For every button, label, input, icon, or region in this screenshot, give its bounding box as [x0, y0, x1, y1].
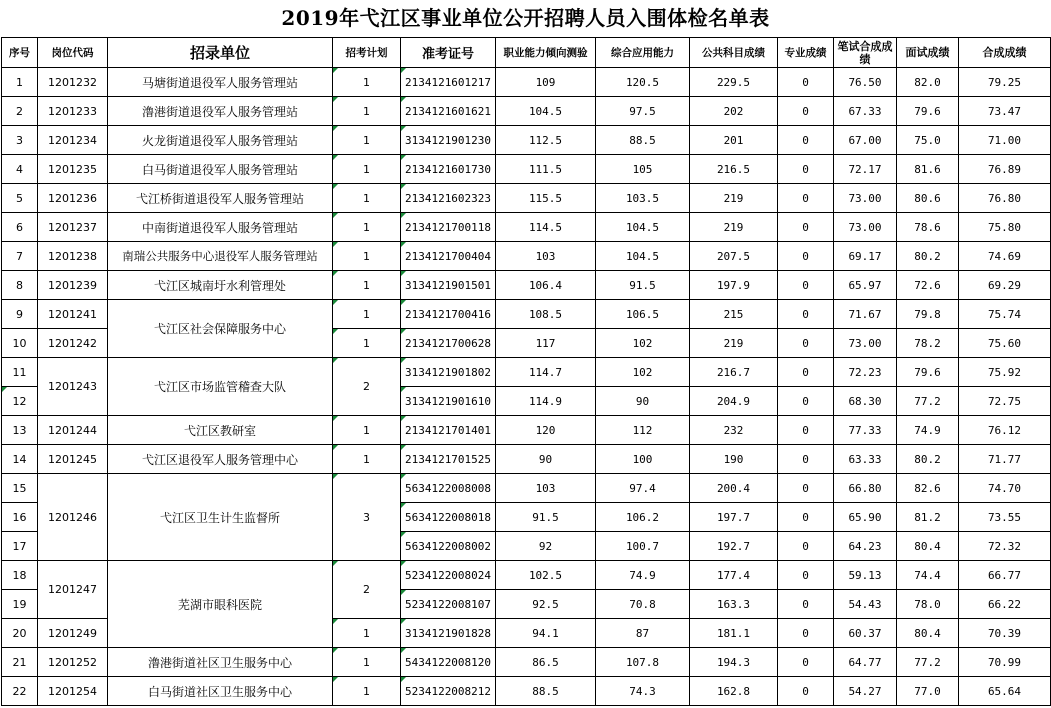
cell-written: 64.23 [834, 532, 897, 561]
cell-interview: 78.0 [897, 590, 959, 619]
cell-major: 0 [778, 590, 834, 619]
cell-apt: 106.4 [496, 271, 596, 300]
cell-comp: 107.8 [596, 648, 690, 677]
cell-written: 69.17 [834, 242, 897, 271]
cell-interview: 79.6 [897, 97, 959, 126]
header-pos-code: 岗位代码 [38, 38, 108, 68]
cell-interview: 80.2 [897, 242, 959, 271]
cell-pub: 177.4 [690, 561, 778, 590]
cell-pub: 215 [690, 300, 778, 329]
cell-interview: 78.2 [897, 329, 959, 358]
table-row [2, 677, 1051, 706]
table-row [2, 300, 1051, 329]
cell-unit: 弋江区教研室 [108, 416, 333, 445]
cell-interview: 80.4 [897, 619, 959, 648]
cell-unit: 马塘街道退役军人服务管理站 [108, 68, 333, 97]
cell-final: 75.74 [959, 300, 1051, 329]
cell-major: 0 [778, 474, 834, 503]
table-row [2, 445, 1051, 474]
cell-apt: 90 [496, 445, 596, 474]
cell-plan: 1 [333, 445, 401, 474]
cell-seq: 9 [2, 300, 38, 329]
cell-final: 69.29 [959, 271, 1051, 300]
cell-code: 1201242 [38, 329, 108, 358]
cell-final: 73.55 [959, 503, 1051, 532]
cell-unit: 弋江区退役军人服务管理中心 [108, 445, 333, 474]
table-row [2, 184, 1051, 213]
cell-written: 67.33 [834, 97, 897, 126]
cell-code: 1201234 [38, 126, 108, 155]
cell-plan: 1 [333, 213, 401, 242]
cell-pub: 216.5 [690, 155, 778, 184]
cell-final: 76.12 [959, 416, 1051, 445]
cell-final: 66.77 [959, 561, 1051, 590]
cell-written: 54.43 [834, 590, 897, 619]
cell-final: 72.32 [959, 532, 1051, 561]
cell-exam: 2134121601730 [401, 155, 496, 184]
cell-plan: 2 [333, 358, 401, 416]
cell-seq: 13 [2, 416, 38, 445]
cell-seq: 4 [2, 155, 38, 184]
cell-written: 59.13 [834, 561, 897, 590]
cell-final: 79.25 [959, 68, 1051, 97]
cell-unit: 弋江区市场监管稽查大队 [108, 358, 333, 416]
cell-pub: 232 [690, 416, 778, 445]
cell-comp: 103.5 [596, 184, 690, 213]
cell-code: 1201232 [38, 68, 108, 97]
table-row [2, 648, 1051, 677]
cell-comp: 74.9 [596, 561, 690, 590]
cell-major: 0 [778, 503, 834, 532]
cell-pub: 200.4 [690, 474, 778, 503]
cell-exam: 5634122008002 [401, 532, 496, 561]
cell-written: 72.23 [834, 358, 897, 387]
cell-pub: 197.9 [690, 271, 778, 300]
cell-plan: 1 [333, 242, 401, 271]
cell-written: 66.80 [834, 474, 897, 503]
header-public-total: 公共科目成绩 [690, 38, 778, 68]
cell-code: 1201247 [38, 561, 108, 619]
header-unit: 招录单位 [108, 38, 333, 68]
cell-major: 0 [778, 155, 834, 184]
cell-seq: 8 [2, 271, 38, 300]
cell-comp: 106.5 [596, 300, 690, 329]
cell-exam: 5234122008107 [401, 590, 496, 619]
cell-pub: 219 [690, 329, 778, 358]
cell-final: 75.60 [959, 329, 1051, 358]
cell-seq: 11 [2, 358, 38, 387]
cell-pub: 194.3 [690, 648, 778, 677]
cell-comp: 97.4 [596, 474, 690, 503]
header-row [2, 38, 1051, 68]
table-row [2, 155, 1051, 184]
cell-pub: 163.3 [690, 590, 778, 619]
cell-written: 54.27 [834, 677, 897, 706]
cell-written: 68.30 [834, 387, 897, 416]
cell-exam: 3134121901802 [401, 358, 496, 387]
cell-plan: 1 [333, 68, 401, 97]
cell-code: 1201252 [38, 648, 108, 677]
cell-plan: 1 [333, 329, 401, 358]
cell-interview: 77.2 [897, 648, 959, 677]
cell-final: 76.80 [959, 184, 1051, 213]
cell-apt: 92 [496, 532, 596, 561]
cell-exam: 2134121700416 [401, 300, 496, 329]
table-row [2, 561, 1051, 590]
cell-final: 66.22 [959, 590, 1051, 619]
cell-seq: 22 [2, 677, 38, 706]
cell-interview: 81.6 [897, 155, 959, 184]
cell-apt: 102.5 [496, 561, 596, 590]
cell-exam: 5234122008212 [401, 677, 496, 706]
header-exam-no: 准考证号 [401, 38, 496, 68]
header-major: 专业成绩 [778, 38, 834, 68]
cell-comp: 106.2 [596, 503, 690, 532]
cell-apt: 94.1 [496, 619, 596, 648]
cell-apt: 103 [496, 474, 596, 503]
header-plan: 招考计划 [333, 38, 401, 68]
cell-pub: 219 [690, 213, 778, 242]
cell-interview: 77.0 [897, 677, 959, 706]
cell-exam: 3134121901828 [401, 619, 496, 648]
cell-pub: 219 [690, 184, 778, 213]
cell-pub: 202 [690, 97, 778, 126]
cell-major: 0 [778, 126, 834, 155]
cell-final: 71.00 [959, 126, 1051, 155]
cell-interview: 78.6 [897, 213, 959, 242]
cell-comp: 74.3 [596, 677, 690, 706]
cell-comp: 100.7 [596, 532, 690, 561]
cell-exam: 3134121901230 [401, 126, 496, 155]
cell-exam: 2134121601217 [401, 68, 496, 97]
cell-exam: 2134121701525 [401, 445, 496, 474]
cell-written: 63.33 [834, 445, 897, 474]
cell-pub: 201 [690, 126, 778, 155]
cell-comp: 120.5 [596, 68, 690, 97]
cell-interview: 79.8 [897, 300, 959, 329]
cell-final: 71.77 [959, 445, 1051, 474]
cell-major: 0 [778, 300, 834, 329]
cell-comp: 90 [596, 387, 690, 416]
cell-interview: 79.6 [897, 358, 959, 387]
cell-interview: 80.6 [897, 184, 959, 213]
cell-comp: 102 [596, 329, 690, 358]
cell-apt: 114.5 [496, 213, 596, 242]
cell-written: 73.00 [834, 329, 897, 358]
cell-unit: 中南街道退役军人服务管理站 [108, 213, 333, 242]
cell-interview: 75.0 [897, 126, 959, 155]
cell-exam: 3134121901501 [401, 271, 496, 300]
cell-plan: 1 [333, 184, 401, 213]
cell-apt: 103 [496, 242, 596, 271]
cell-comp: 91.5 [596, 271, 690, 300]
cell-code: 1201246 [38, 474, 108, 561]
cell-interview: 74.4 [897, 561, 959, 590]
cell-code: 1201233 [38, 97, 108, 126]
cell-pub: 197.7 [690, 503, 778, 532]
cell-final: 70.99 [959, 648, 1051, 677]
table-row [2, 271, 1051, 300]
cell-code: 1201243 [38, 358, 108, 416]
cell-interview: 82.0 [897, 68, 959, 97]
cell-plan: 1 [333, 271, 401, 300]
cell-code: 1201249 [38, 619, 108, 648]
cell-seq: 7 [2, 242, 38, 271]
cell-comp: 112 [596, 416, 690, 445]
cell-comp: 105 [596, 155, 690, 184]
cell-plan: 1 [333, 155, 401, 184]
cell-code: 1201245 [38, 445, 108, 474]
cell-plan: 1 [333, 126, 401, 155]
cell-code: 1201235 [38, 155, 108, 184]
cell-seq: 12 [2, 387, 38, 416]
cell-comp: 104.5 [596, 242, 690, 271]
cell-unit: 芜湖市眼科医院 [108, 561, 333, 648]
cell-apt: 104.5 [496, 97, 596, 126]
cell-seq: 16 [2, 503, 38, 532]
cell-written: 77.33 [834, 416, 897, 445]
cell-plan: 3 [333, 474, 401, 561]
cell-major: 0 [778, 271, 834, 300]
cell-exam: 2134121602323 [401, 184, 496, 213]
cell-seq: 1 [2, 68, 38, 97]
cell-unit: 弋江区社会保障服务中心 [108, 300, 333, 358]
table-row [2, 97, 1051, 126]
cell-exam: 5434122008120 [401, 648, 496, 677]
cell-seq: 5 [2, 184, 38, 213]
cell-major: 0 [778, 387, 834, 416]
table-row [2, 68, 1051, 97]
cell-unit: 澛港街道退役军人服务管理站 [108, 97, 333, 126]
cell-seq: 15 [2, 474, 38, 503]
cell-plan: 1 [333, 416, 401, 445]
cell-apt: 111.5 [496, 155, 596, 184]
cell-comp: 97.5 [596, 97, 690, 126]
cell-apt: 112.5 [496, 126, 596, 155]
cell-written: 67.00 [834, 126, 897, 155]
cell-pub: 181.1 [690, 619, 778, 648]
cell-major: 0 [778, 532, 834, 561]
cell-unit: 白马街道退役军人服务管理站 [108, 155, 333, 184]
cell-apt: 91.5 [496, 503, 596, 532]
table-row [2, 358, 1051, 387]
cell-unit: 白马街道社区卫生服务中心 [108, 677, 333, 706]
cell-major: 0 [778, 648, 834, 677]
cell-plan: 2 [333, 561, 401, 619]
cell-final: 74.70 [959, 474, 1051, 503]
cell-comp: 87 [596, 619, 690, 648]
cell-apt: 117 [496, 329, 596, 358]
cell-code: 1201239 [38, 271, 108, 300]
header-written: 笔试合成成绩 [834, 38, 897, 68]
cell-apt: 109 [496, 68, 596, 97]
cell-written: 65.97 [834, 271, 897, 300]
cell-pub: 204.9 [690, 387, 778, 416]
cell-pub: 192.7 [690, 532, 778, 561]
cell-seq: 21 [2, 648, 38, 677]
cell-comp: 102 [596, 358, 690, 387]
cell-major: 0 [778, 416, 834, 445]
table-row [2, 416, 1051, 445]
cell-pub: 190 [690, 445, 778, 474]
cell-seq: 20 [2, 619, 38, 648]
cell-code: 1201254 [38, 677, 108, 706]
cell-final: 72.75 [959, 387, 1051, 416]
cell-code: 1201238 [38, 242, 108, 271]
header-seq: 序号 [2, 38, 38, 68]
cell-comp: 70.8 [596, 590, 690, 619]
cell-exam: 2134121601621 [401, 97, 496, 126]
cell-comp: 100 [596, 445, 690, 474]
table-row [2, 126, 1051, 155]
cell-unit: 弋江区卫生计生监督所 [108, 474, 333, 561]
cell-interview: 82.6 [897, 474, 959, 503]
table-row [2, 213, 1051, 242]
cell-major: 0 [778, 358, 834, 387]
cell-major: 0 [778, 97, 834, 126]
cell-pub: 229.5 [690, 68, 778, 97]
cell-exam: 5634122008018 [401, 503, 496, 532]
cell-plan: 1 [333, 677, 401, 706]
cell-seq: 17 [2, 532, 38, 561]
table-row [2, 474, 1051, 503]
table-row [2, 242, 1051, 271]
cell-exam: 5634122008008 [401, 474, 496, 503]
cell-unit: 弋江桥街道退役军人服务管理站 [108, 184, 333, 213]
cell-final: 70.39 [959, 619, 1051, 648]
cell-pub: 216.7 [690, 358, 778, 387]
cell-major: 0 [778, 329, 834, 358]
cell-major: 0 [778, 213, 834, 242]
cell-major: 0 [778, 619, 834, 648]
cell-seq: 10 [2, 329, 38, 358]
cell-major: 0 [778, 445, 834, 474]
cell-exam: 2134121700118 [401, 213, 496, 242]
cell-written: 64.77 [834, 648, 897, 677]
cell-unit: 弋江区城南圩水利管理处 [108, 271, 333, 300]
cell-seq: 14 [2, 445, 38, 474]
cell-apt: 86.5 [496, 648, 596, 677]
cell-interview: 80.4 [897, 532, 959, 561]
cell-unit: 澛港街道社区卫生服务中心 [108, 648, 333, 677]
cell-code: 1201237 [38, 213, 108, 242]
cell-exam: 3134121901610 [401, 387, 496, 416]
header-comprehensive: 综合应用能力 [596, 38, 690, 68]
cell-seq: 3 [2, 126, 38, 155]
cell-written: 73.00 [834, 184, 897, 213]
cell-seq: 2 [2, 97, 38, 126]
cell-plan: 1 [333, 648, 401, 677]
cell-apt: 108.5 [496, 300, 596, 329]
candidate-table [1, 37, 1051, 706]
cell-apt: 88.5 [496, 677, 596, 706]
cell-major: 0 [778, 677, 834, 706]
cell-exam: 2134121700404 [401, 242, 496, 271]
cell-final: 76.89 [959, 155, 1051, 184]
cell-code: 1201236 [38, 184, 108, 213]
cell-final: 74.69 [959, 242, 1051, 271]
cell-major: 0 [778, 242, 834, 271]
cell-comp: 104.5 [596, 213, 690, 242]
cell-final: 75.92 [959, 358, 1051, 387]
header-final: 合成成绩 [959, 38, 1051, 68]
cell-apt: 114.7 [496, 358, 596, 387]
header-interview: 面试成绩 [897, 38, 959, 68]
cell-final: 73.47 [959, 97, 1051, 126]
cell-pub: 207.5 [690, 242, 778, 271]
page-title: 2019年弋江区事业单位公开招聘人员入围体检名单表 [281, 6, 770, 30]
cell-interview: 77.2 [897, 387, 959, 416]
cell-major: 0 [778, 68, 834, 97]
cell-seq: 19 [2, 590, 38, 619]
cell-exam: 2134121700628 [401, 329, 496, 358]
cell-comp: 88.5 [596, 126, 690, 155]
cell-interview: 72.6 [897, 271, 959, 300]
cell-written: 76.50 [834, 68, 897, 97]
cell-major: 0 [778, 561, 834, 590]
cell-seq: 18 [2, 561, 38, 590]
cell-plan: 1 [333, 619, 401, 648]
cell-pub: 162.8 [690, 677, 778, 706]
cell-plan: 1 [333, 97, 401, 126]
cell-seq: 6 [2, 213, 38, 242]
cell-code: 1201244 [38, 416, 108, 445]
cell-written: 65.90 [834, 503, 897, 532]
cell-major: 0 [778, 184, 834, 213]
cell-written: 72.17 [834, 155, 897, 184]
cell-exam: 5234122008024 [401, 561, 496, 590]
cell-written: 60.37 [834, 619, 897, 648]
cell-apt: 115.5 [496, 184, 596, 213]
cell-unit: 火龙街道退役军人服务管理站 [108, 126, 333, 155]
cell-apt: 92.5 [496, 590, 596, 619]
cell-final: 75.80 [959, 213, 1051, 242]
cell-written: 71.67 [834, 300, 897, 329]
cell-interview: 74.9 [897, 416, 959, 445]
cell-apt: 114.9 [496, 387, 596, 416]
cell-interview: 80.2 [897, 445, 959, 474]
cell-code: 1201241 [38, 300, 108, 329]
header-aptitude: 职业能力倾向测验 [496, 38, 596, 68]
cell-unit: 南瑞公共服务中心退役军人服务管理站 [108, 242, 333, 271]
cell-interview: 81.2 [897, 503, 959, 532]
cell-written: 73.00 [834, 213, 897, 242]
cell-final: 65.64 [959, 677, 1051, 706]
cell-apt: 120 [496, 416, 596, 445]
cell-plan: 1 [333, 300, 401, 329]
cell-exam: 2134121701401 [401, 416, 496, 445]
